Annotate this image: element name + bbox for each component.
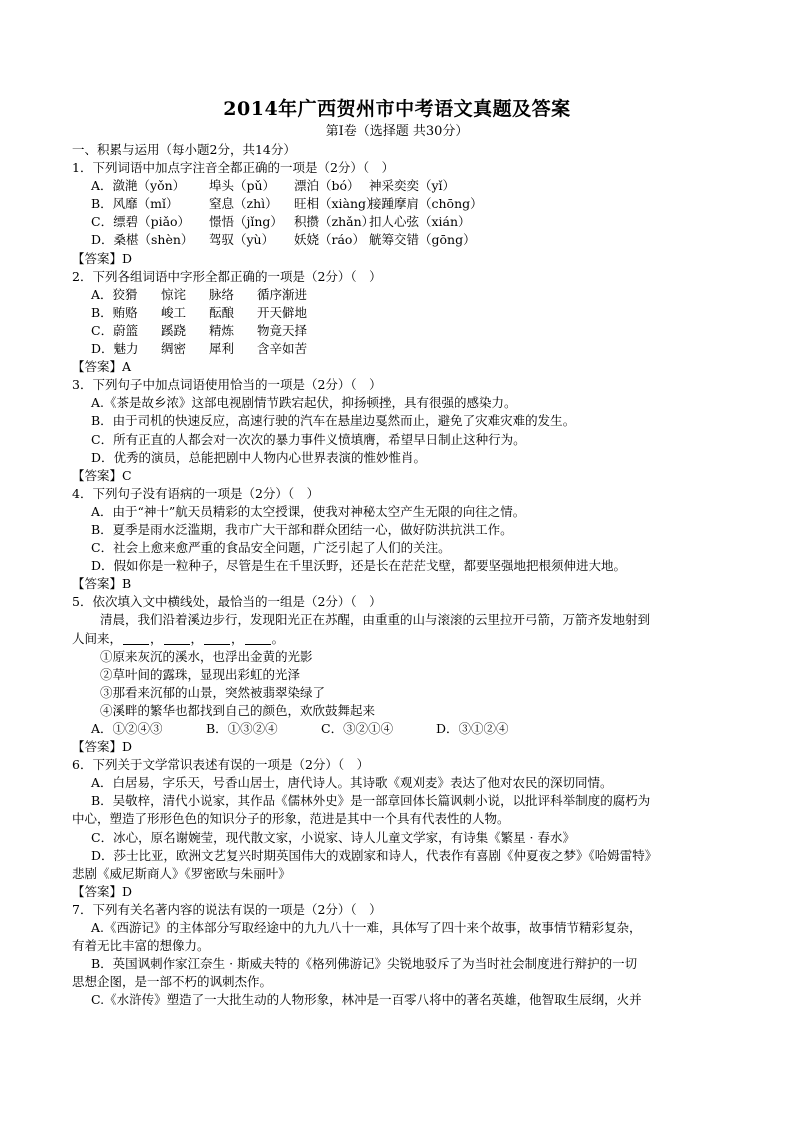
question-7 xyxy=(72,901,732,1010)
option-cell: D．桑椹（shèn） xyxy=(91,232,194,248)
option-row-c xyxy=(72,322,732,340)
option-cell: B．风靡（mǐ） xyxy=(91,196,179,212)
question-stem: 2．下列各组词语中字形全都正确的一项是（2分）（ ） xyxy=(72,268,382,284)
sentence-item: ④溪畔的繁华也都找到自己的颜色，欢欣鼓舞起来 xyxy=(100,702,376,718)
option-cell: 妖娆（ráo） xyxy=(294,232,365,248)
fill-blank xyxy=(164,632,190,645)
option-cell: 物竟天择 xyxy=(257,322,308,338)
option-d: D．假如你是一粒种子，尽管是生在千里沃野，还是长在茫茫戈壁，都要坚强地把根须伸进大地。 xyxy=(91,558,627,574)
question-5 xyxy=(72,593,732,756)
option-cell: 峻工 xyxy=(161,304,187,320)
question-stem: 4．下列句子没有语病的一项是（2分）（ ） xyxy=(72,485,320,501)
option-cell: 积攒（zhǎn） xyxy=(294,214,375,230)
answer-label: 【答案】A xyxy=(72,359,132,375)
choice-cell: B．①③②④ xyxy=(206,721,278,736)
option-cell: 开天僻地 xyxy=(257,304,308,320)
option-d-cont: 悲剧《威尼斯商人》《罗密欧与朱丽叶》 xyxy=(72,865,291,881)
option-cell: B．贿赂 xyxy=(91,304,138,320)
exam-subtitle: 第Ⅰ卷（选择题 共30分） xyxy=(325,124,469,139)
question-stem: 7．下列有关名著内容的说法有误的一项是（2分）（ ） xyxy=(72,901,382,917)
fill-blank xyxy=(204,632,230,645)
exam-content xyxy=(72,141,732,1010)
question-stem: 1．下列词语中加点字注音全都正确的一项是（2分）（ ） xyxy=(72,160,395,176)
question-3 xyxy=(72,376,732,485)
option-cell: 绸密 xyxy=(161,341,187,357)
sentence-item: ①原来灰沉的溪水，也浮出金黄的光影 xyxy=(100,648,313,664)
option-a: A.《西游记》的主体部分写取经途中的九九八十一难，具体写了四十来个故事，故事情节精彩复杂， xyxy=(91,920,642,936)
option-a: A．由于“神十”航天员精彩的太空授课，使我对神秘太空产生无限的向往之情。 xyxy=(91,503,526,519)
option-cell: 神采奕奕（yǐ） xyxy=(369,178,456,194)
option-cell: D．魅力 xyxy=(91,341,139,357)
question-1 xyxy=(72,159,732,268)
option-row-d xyxy=(72,231,732,249)
question-2 xyxy=(72,268,732,377)
choice-cell: A．①②④③ xyxy=(91,721,163,736)
option-cell: 脉络 xyxy=(209,286,235,302)
option-cell: 旺相（xiàng） xyxy=(294,196,379,212)
question-stem: 3．下列句子中加点词语使用恰当的一项是（2分）（ ） xyxy=(72,377,382,393)
option-cell: 犀利 xyxy=(209,341,235,357)
option-cell: 惊诧 xyxy=(161,286,187,302)
option-cell: 循序渐进 xyxy=(257,286,308,302)
answer-label: 【答案】D xyxy=(72,739,133,755)
option-row-b xyxy=(72,304,732,322)
option-c: C．冰心，原名谢婉莹，现代散文家，小说家、诗人儿童文学家，有诗集《繁星 · 春水》 xyxy=(91,829,575,845)
question-4 xyxy=(72,485,732,594)
choice-row xyxy=(72,720,732,738)
question-6 xyxy=(72,756,732,901)
sentence-item: ③那看来沉郁的山景，突然被翡翠染绿了 xyxy=(100,684,326,700)
option-row-c xyxy=(72,213,732,231)
option-cell: 埠头（pǔ） xyxy=(209,178,276,194)
answer-label: 【答案】D xyxy=(72,250,133,266)
option-cell: 觥筹交错（gōng） xyxy=(369,232,476,248)
option-d: D．优秀的演员，总能把剧中人物内心世界表演的惟妙惟肖。 xyxy=(91,449,427,465)
option-row-d xyxy=(72,340,732,358)
option-b: B．英国讽刺作家江奈生 · 斯威夫特的《格列佛游记》尖锐地驳斥了为当时社会制度进行辩护的一切 xyxy=(91,956,638,972)
question-stem: 6．下列关于文学常识表述有误的一项是（2分）（ ） xyxy=(72,757,370,773)
question-stem: 5．依次填入文中横线处，最恰当的一组是（2分）（ ） xyxy=(72,594,382,610)
passage-text: 人间来， xyxy=(72,630,123,646)
option-b: B．夏季是雨水泛滥期，我市广大干部和群众团结一心，做好防洪抗洪工作。 xyxy=(91,521,513,537)
option-cell: C．蔚篮 xyxy=(91,322,139,338)
option-cell: 漂泊（bó） xyxy=(294,178,360,194)
fill-blank xyxy=(245,632,271,645)
passage-text: ， xyxy=(190,630,204,646)
option-b: B．由于司机的快速反应，高速行驶的汽车在悬崖边戛然而止，避免了灾难灾难的发生。 xyxy=(91,413,576,429)
option-row-a xyxy=(72,286,732,304)
passage-text: ， xyxy=(150,630,163,646)
option-c: C.《水浒传》塑造了一大批生动的人物形象，林冲是一百零八将中的著名英雄，他智取生辰纲，火并 xyxy=(91,992,642,1008)
option-cell: 蹊跷 xyxy=(161,322,187,338)
option-cell: 扣人心弦（xián） xyxy=(369,214,471,230)
section-heading: 一、积累与运用（每小题2分，共14分） xyxy=(72,142,296,157)
option-c: C．所有正直的人都会对一次次的暴力事件义愤填膺，希望早日制止这种行为。 xyxy=(91,431,526,447)
exam-title: 2014年广西贺州市中考语文真题及答案 xyxy=(223,98,571,120)
choice-cell: C．③②①④ xyxy=(321,721,394,736)
option-cell: A．潋滟（yǒn） xyxy=(91,178,186,194)
option-cell: 精炼 xyxy=(209,322,235,338)
option-a: A．白居易，字乐天，号香山居士，唐代诗人。其诗歌《观刈麦》表达了他对农民的深切同情。 xyxy=(91,775,613,791)
option-b: B．吴敬梓，清代小说家，其作品《儒林外史》是一部章回体长篇讽刺小说，以批评科举制度的腐朽为 xyxy=(91,793,651,809)
option-a: A.《茶是故乡浓》这部电视剧情节跌宕起伏，抑扬顿挫，具有很强的感染力。 xyxy=(91,395,517,411)
answer-label: 【答案】D xyxy=(72,883,133,899)
passage-line: 清晨，我们沿着溪边步行，发现阳光正在苏醒，由重重的山与滚滚的云里拉开弓箭，万箭齐发地射到 xyxy=(100,612,651,628)
option-cell: 含辛如苦 xyxy=(257,341,308,357)
choice-cell: D．③①②④ xyxy=(436,721,509,736)
option-row-a xyxy=(72,177,732,195)
option-b-cont: 思想企图，是一部不朽的讽刺杰作。 xyxy=(72,974,273,990)
passage-line xyxy=(72,630,732,648)
passage-text: 。 xyxy=(271,630,285,646)
option-b-cont: 中心，塑造了形形色色的知识分子的形象，范进是其中一个具有代表性的人物。 xyxy=(72,811,510,827)
option-cell: 酝酿 xyxy=(209,304,235,320)
option-row-b xyxy=(72,195,732,213)
fill-blank xyxy=(123,632,149,645)
option-c: C．社会上愈来愈严重的食品安全问题，广泛引起了人们的关注。 xyxy=(91,540,451,556)
option-cell: 驾驭（yù） xyxy=(209,232,275,248)
option-cell: 窒息（zhì） xyxy=(209,196,278,212)
option-cell: C．缥碧（piǎo） xyxy=(91,214,191,230)
answer-label: 【答案】B xyxy=(72,576,132,592)
passage-text: ， xyxy=(231,630,244,646)
answer-label: 【答案】C xyxy=(72,467,132,483)
sentence-item: ②草叶间的露珠，显现出彩虹的光泽 xyxy=(100,666,301,682)
option-d: D．莎士比亚，欧洲文艺复兴时期英国伟大的戏剧家和诗人，代表作有喜剧《仲夏夜之梦》《哈姆雷特》 xyxy=(91,847,658,863)
option-a-cont: 有着无比丰富的想像力。 xyxy=(72,938,210,954)
option-cell: A．狡猾 xyxy=(91,286,138,302)
option-cell: 接踵摩肩（chōng） xyxy=(369,196,483,212)
option-cell: 憬悟（jǐng） xyxy=(209,214,283,230)
